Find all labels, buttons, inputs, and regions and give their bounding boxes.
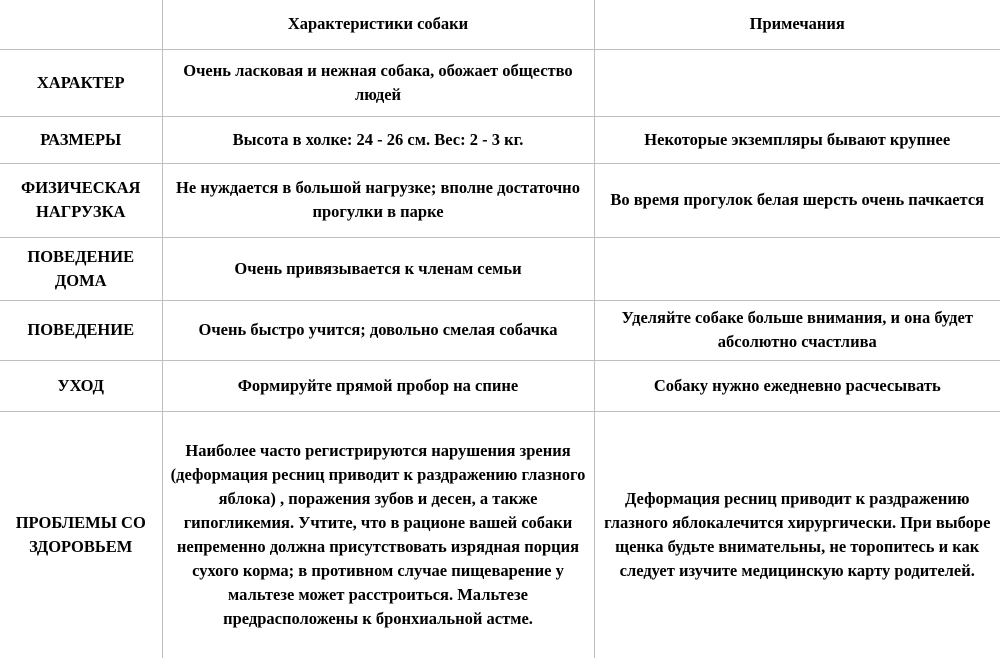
- notes-cell: Деформация ресниц приводит к раздражению глазного яблокалечится хирургически. При выборе щенка будьте внимательны, не торопитесь и как следует изучите медицинскую карту родителей.: [594, 411, 1000, 658]
- row-label: ПОВЕДЕНИЕ: [0, 300, 162, 360]
- notes-cell: [594, 49, 1000, 116]
- table-header-row: [0, 0, 1000, 49]
- header-characteristics: Характеристики собаки: [162, 0, 594, 49]
- characteristics-cell: Высота в холке: 24 - 26 см. Вес: 2 - 3 кг.: [162, 116, 594, 163]
- characteristics-cell: Формируйте прямой пробор на спине: [162, 360, 594, 411]
- characteristics-cell: Наиболее часто регистрируются нарушения зрения (деформация ресниц приводит к раздражению глазного яблока) , поражения зубов и десен, а также гипогликемия. Учтите, что в рационе вашей собаки непременно должна присутствовать изрядная порция сухого корма; в противном случае пищеварение у мальтезе может расстроиться. Мальтезе предрасположены к бронхиальной астме.: [162, 411, 594, 658]
- characteristics-cell: Очень ласковая и нежная собака, обожает общество людей: [162, 49, 594, 116]
- notes-cell: Во время прогулок белая шерсть очень пачкается: [594, 163, 1000, 237]
- row-label: ФИЗИЧЕСКАЯ НАГРУЗКА: [0, 163, 162, 237]
- table-row: [0, 300, 1000, 360]
- table-row: [0, 237, 1000, 300]
- table-row: [0, 411, 1000, 658]
- notes-cell: Уделяйте собаке больше внимания, и она будет абсолютно счастлива: [594, 300, 1000, 360]
- notes-cell: [594, 237, 1000, 300]
- characteristics-cell: Очень быстро учится; довольно смелая собачка: [162, 300, 594, 360]
- characteristics-cell: Не нуждается в большой нагрузке; вполне достаточно прогулки в парке: [162, 163, 594, 237]
- row-label: ХАРАКТЕР: [0, 49, 162, 116]
- row-label: ПОВЕДЕНИЕ ДОМА: [0, 237, 162, 300]
- notes-cell: Некоторые экземпляры бывают крупнее: [594, 116, 1000, 163]
- row-label: УХОД: [0, 360, 162, 411]
- notes-cell: Собаку нужно ежедневно расчесывать: [594, 360, 1000, 411]
- characteristics-cell: Очень привязывается к членам семьи: [162, 237, 594, 300]
- table-row: [0, 116, 1000, 163]
- table-row: [0, 360, 1000, 411]
- header-notes: Примечания: [594, 0, 1000, 49]
- table-row: [0, 163, 1000, 237]
- header-empty: [0, 0, 162, 49]
- row-label: ПРОБЛЕМЫ СО ЗДОРОВЬЕМ: [0, 411, 162, 658]
- table-row: [0, 49, 1000, 116]
- row-label: РАЗМЕРЫ: [0, 116, 162, 163]
